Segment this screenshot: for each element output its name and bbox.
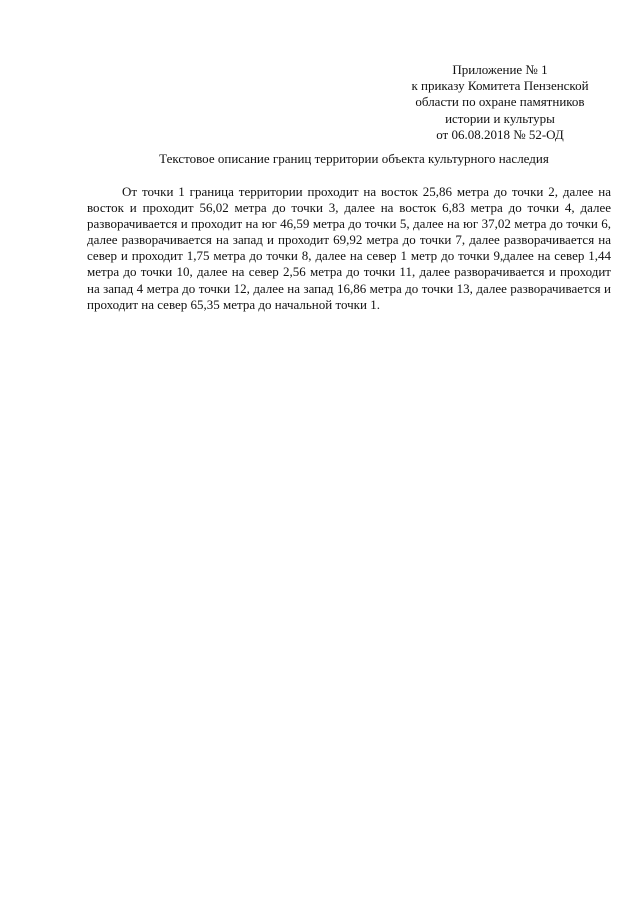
appendix-header xyxy=(380,62,620,143)
appendix-committee: области по охране памятников xyxy=(415,94,585,110)
appendix-order-ref: к приказу Комитета Пензенской xyxy=(411,78,589,94)
appendix-date: от 06.08.2018 № 52-ОД xyxy=(436,126,564,142)
appendix-number: Приложение № 1 xyxy=(452,62,548,77)
appendix-committee-cont: истории и культуры xyxy=(445,110,555,126)
document-title: Текстовое описание границ территории объекта культурного наследия xyxy=(159,151,549,166)
boundary-description: От точки 1 граница территории проходит на восток 25,86 метра до точки 2, далее на восток и проходит 56,02 метра до точки 3, далее на восток 6,83 метра до точки 4, далее разворачивается и проходит на юг 46,59 метра до точки 5, далее на юг 37,02 метра до точки 6, далее разворачивается на запад и проходит 69,92 метра до точки 7, далее разворачивается на север и проходит 1,75 метра до точки 8, далее на север 1 метр до точки 9,далее на север 1,44 метра до точки 10, далее на север 2,56 метра до точки 11, далее разворачивается и проходит на запад 4 метра до точки 12, далее на запад 16,86 метра до точки 13, далее разворачивается и проходит на север 65,35 метра до начальной точки 1. xyxy=(87,184,611,312)
